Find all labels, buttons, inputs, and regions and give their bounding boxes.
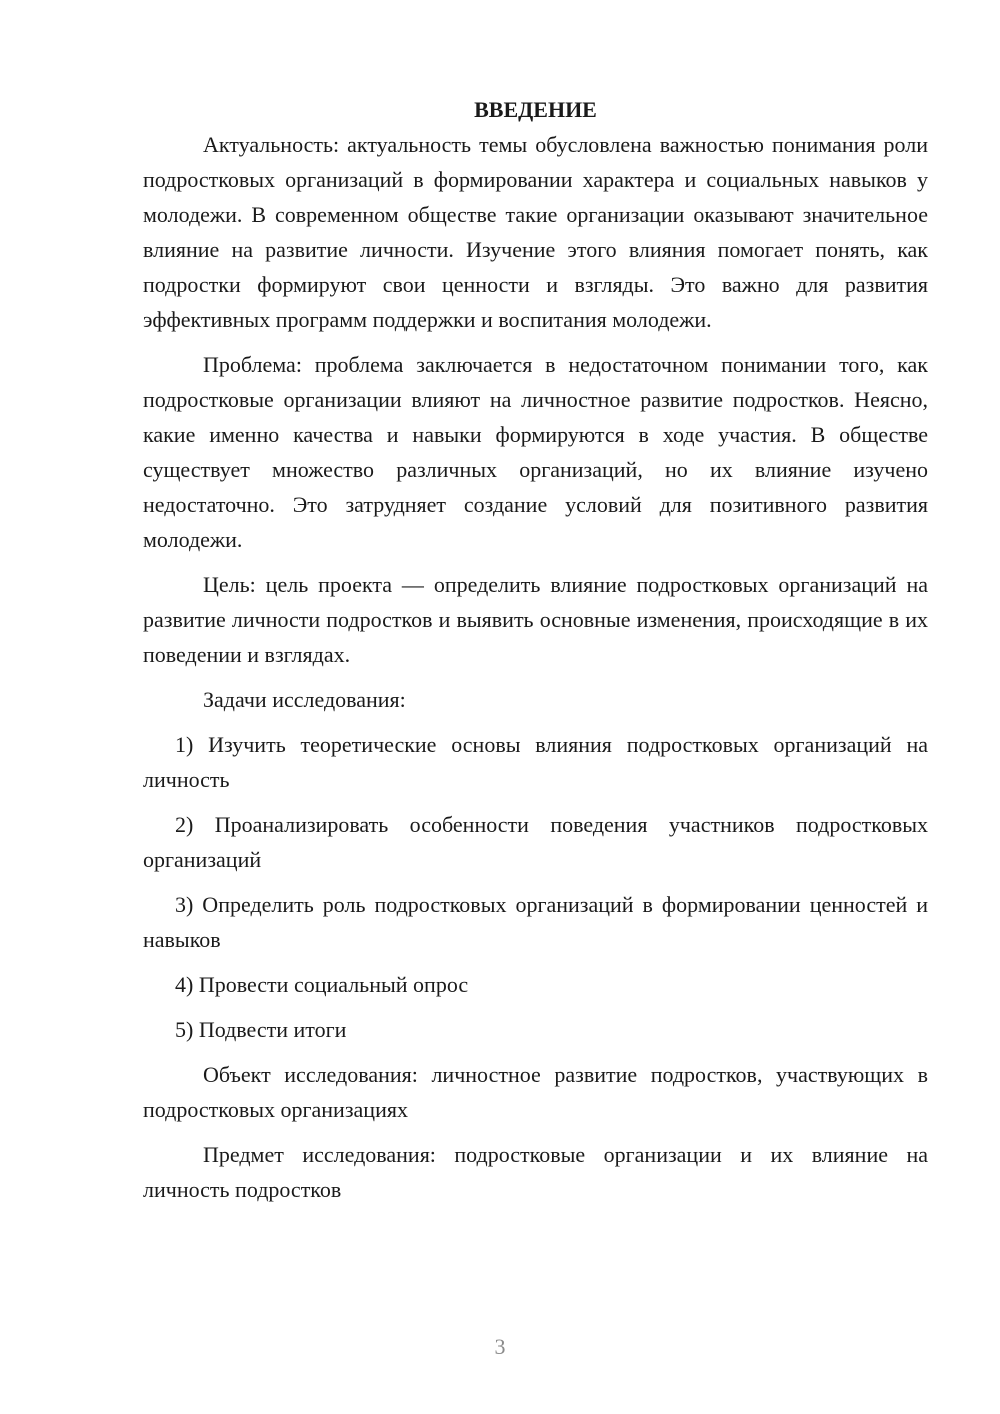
problem-paragraph: Проблема: проблема заключается в недостаточном понимании того, как подростковые организации влияют на личностное развитие подростков. Неясно, какие именно качества и навыки формируются в ходе участия. В обществе существует множество различных организаций, но их влияние изучено недостаточно. Это затрудняет создание условий для позитивного развития молодежи. — [143, 352, 928, 552]
object-paragraph: Объект исследования: личностное развитие подростков, участвующих в подростковых организациях — [143, 1062, 928, 1122]
goal-paragraph: Цель: цель проекта — определить влияние подростковых организаций на развитие личности подростков и выявить основные изменения, происходящие в их поведении и взглядах. — [143, 572, 928, 667]
task-item-2: 2) Проанализировать особенности поведения участников подростковых организаций — [143, 812, 928, 872]
task-item-3: 3) Определить роль подростковых организаций в формировании ценностей и навыков — [143, 892, 928, 952]
task-item-4: 4) Провести социальный опрос — [175, 972, 469, 997]
tasks-heading: Задачи исследования: — [203, 687, 406, 712]
page-content — [143, 92, 928, 1217]
relevance-paragraph: Актуальность: актуальность темы обусловлена важностью понимания роли подростковых организаций в формировании характера и социальных навыков у молодежи. В современном обществе такие организации оказывают значительное влияние на развитие личности. Изучение этого влияния помогает понять, как подростки формируют свои ценности и взгляды. Это важно для развития эффективных программ поддержки и воспитания молодежи. — [143, 132, 928, 332]
subject-paragraph: Предмет исследования: подростковые организации и их влияние на личность подростков — [143, 1142, 928, 1202]
page-title: ВВЕДЕНИЕ — [474, 97, 597, 122]
page-number: 3 — [494, 1334, 506, 1359]
task-item-5: 5) Подвести итоги — [175, 1017, 347, 1042]
task-item-1: 1) Изучить теоретические основы влияния подростковых организаций на личность — [143, 732, 928, 792]
